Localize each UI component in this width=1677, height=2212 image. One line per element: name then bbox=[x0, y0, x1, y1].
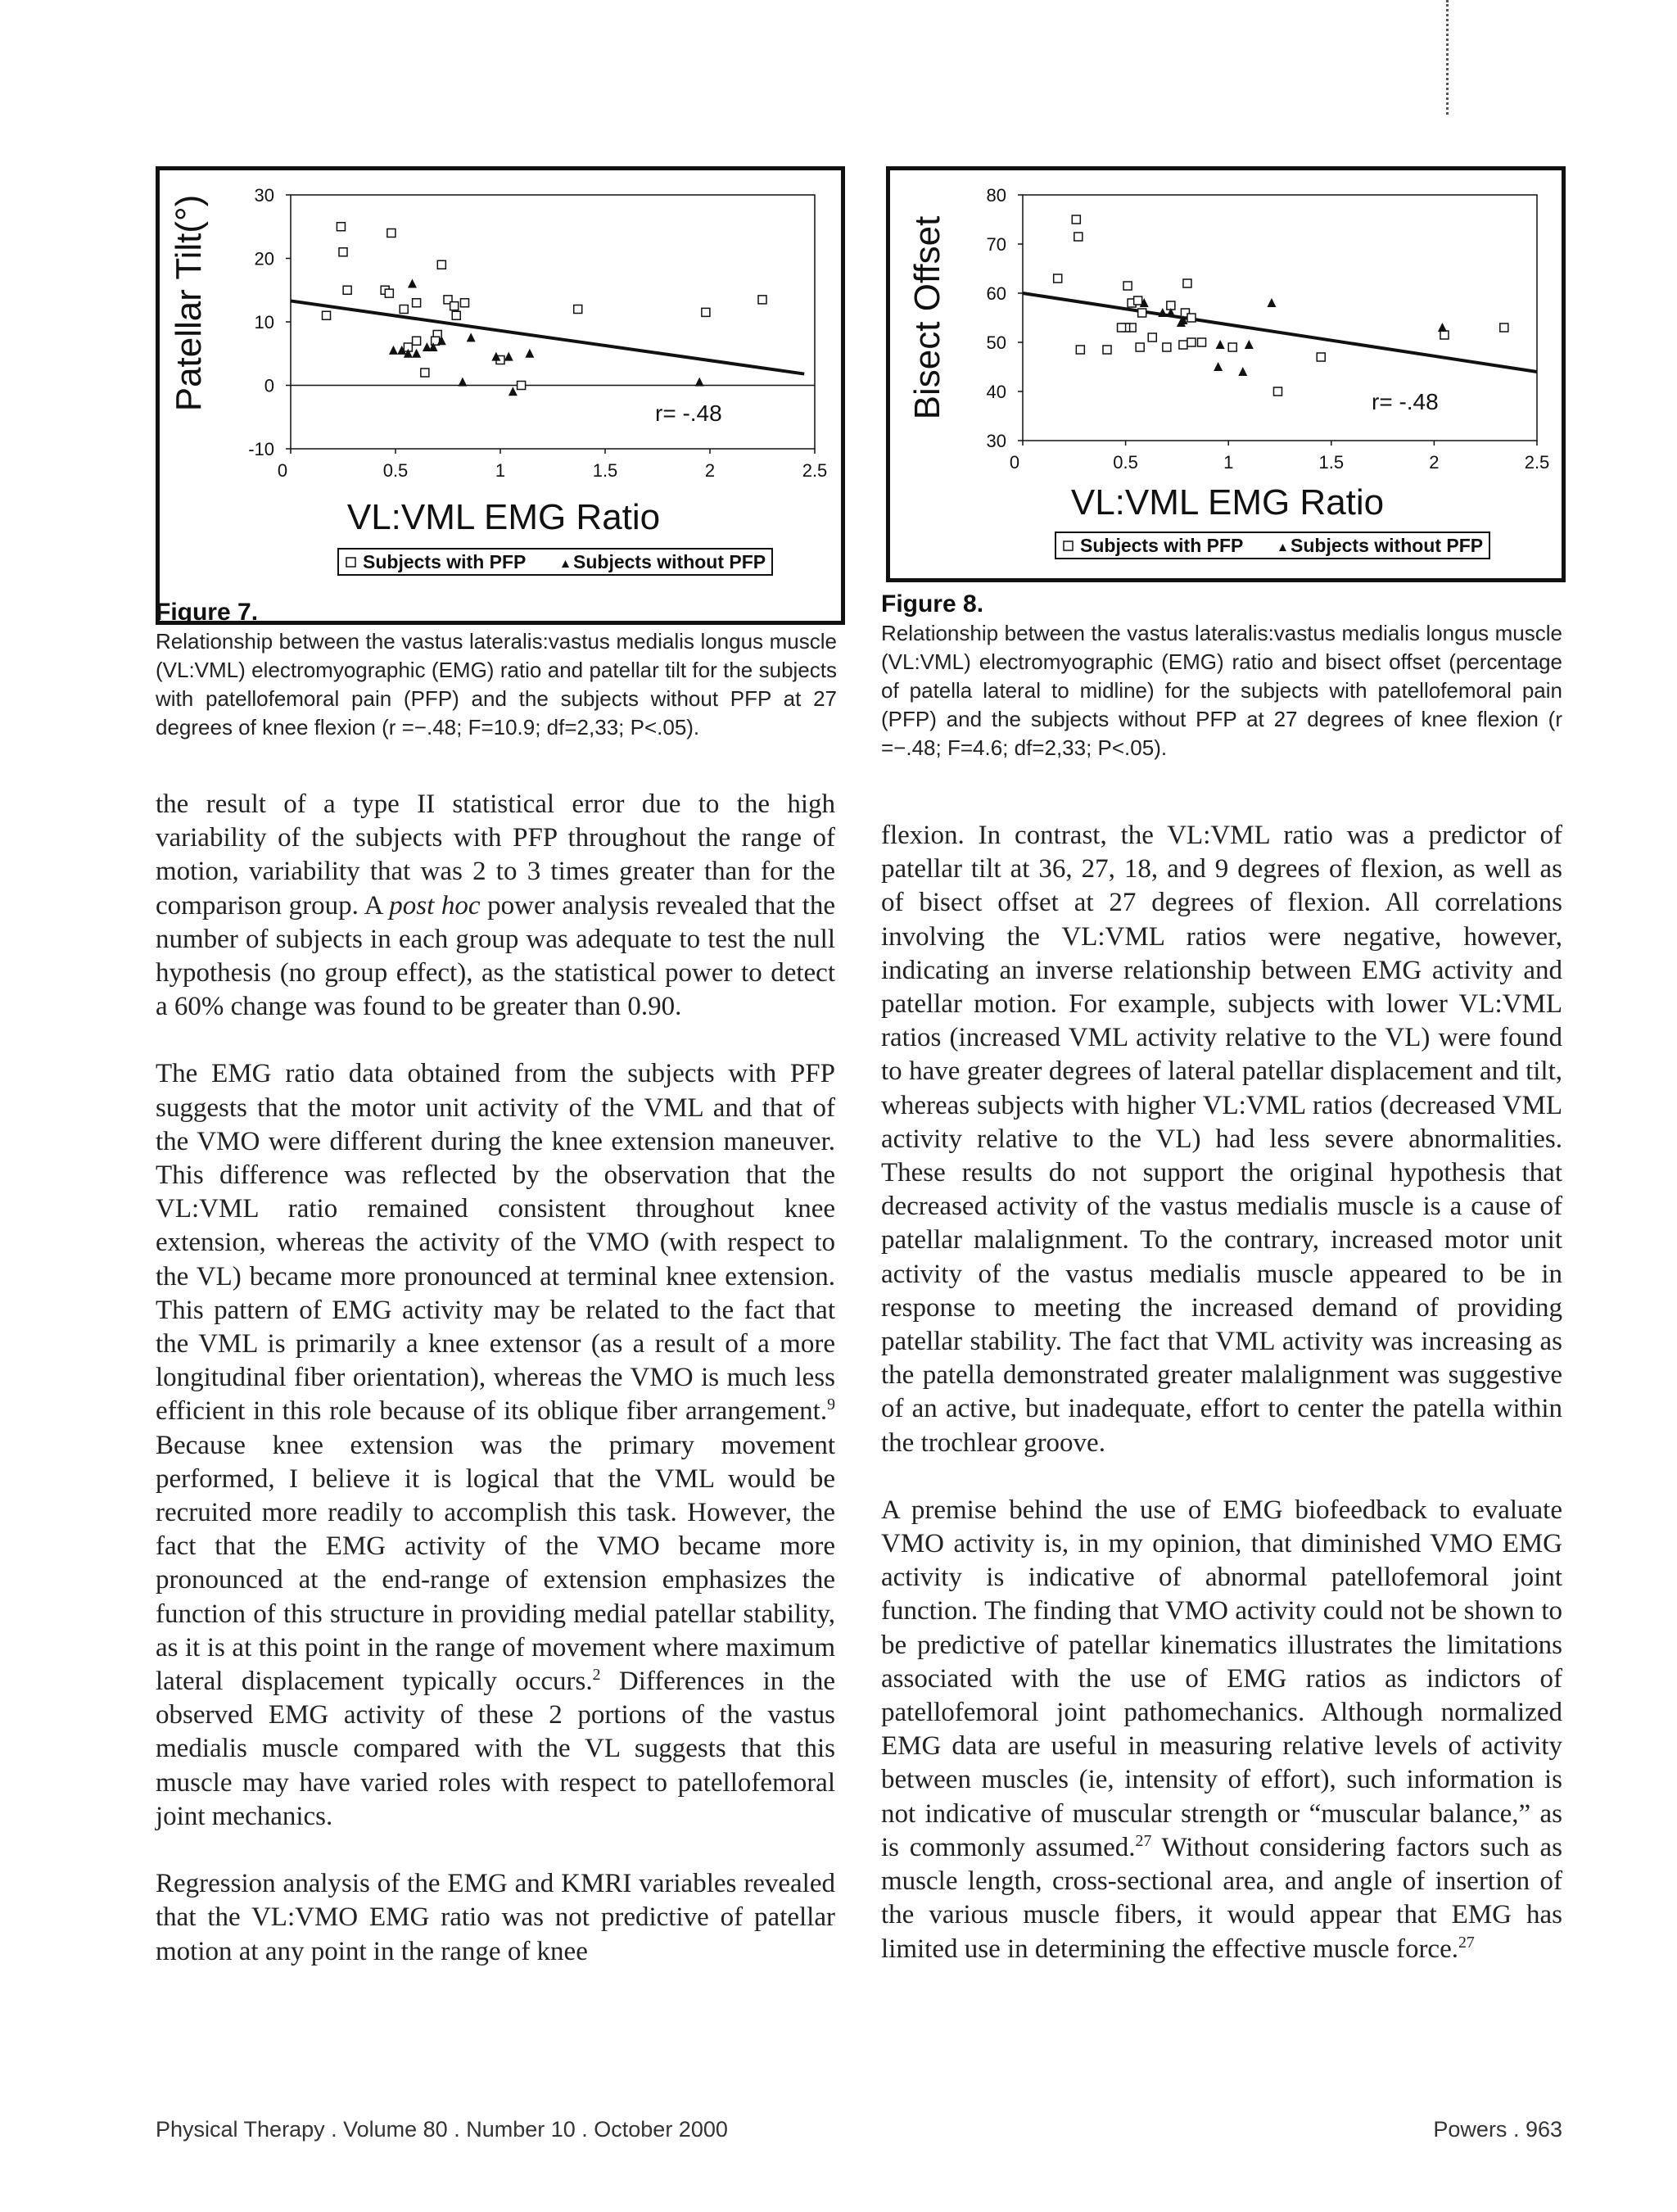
fig7-pfp-point bbox=[339, 248, 347, 256]
fig8-nopfp-point bbox=[1438, 323, 1447, 332]
right-p2-text-b: Without considering factors such as muscle length, cross-sectional area, and angle of insertion of the various muscle fibers, it would appear that EMG has limited use in determining the effective muscle force. bbox=[881, 1832, 1562, 1964]
fig8-pfp-point bbox=[1187, 314, 1196, 322]
reference-superscript: 9 bbox=[827, 1396, 835, 1414]
fig7-nopfp-point bbox=[504, 352, 513, 361]
left-p2-text-b: Because knee extension was the primary movement performed, I believe it is logical that the VML would be recruited more readily to accomplish this task. However, the fact that the EMG activity of the VMO became more pronounced at the end-range of extension emphasizes the function of this structure in providing medial patellar stability, as it is at this point in the range of movement where maximum lateral displacement typically occurs. bbox=[156, 1430, 835, 1697]
fig7-pfp-point bbox=[574, 305, 582, 314]
fig8-pfp-point bbox=[1076, 346, 1084, 354]
footer-journal-info: Physical Therapy . Volume 80 . Number 10 . October 2000 bbox=[156, 2117, 728, 2142]
fig7-legend-nopfp: Subjects without PFP bbox=[573, 551, 766, 572]
fig7-x-tick-label: 1 bbox=[495, 460, 506, 481]
fig7-pfp-point bbox=[421, 369, 429, 377]
fig8-pfp-point bbox=[1118, 323, 1126, 332]
figure-7-label: Figure 7. bbox=[156, 599, 259, 626]
fig7-r-annotation: r= -.48 bbox=[655, 400, 722, 426]
fig8-x-tick-label: 2.5 bbox=[1524, 452, 1550, 473]
fig8-x-tick-label: 2 bbox=[1429, 452, 1440, 473]
fig8-y-tick-label: 50 bbox=[986, 332, 1006, 353]
fig7-pfp-point bbox=[400, 305, 408, 314]
right-paragraph-2 bbox=[881, 1494, 1562, 1966]
fig7-pfp-point bbox=[460, 299, 468, 307]
fig8-pfp-point bbox=[1074, 233, 1083, 241]
fig8-pfp-point bbox=[1198, 338, 1206, 346]
fig7-pfp-point bbox=[323, 311, 331, 319]
fig8-pfp-point bbox=[1273, 387, 1281, 396]
fig8-x-tick-label: 1.5 bbox=[1318, 452, 1345, 473]
fig8-y-tick-label: 70 bbox=[986, 234, 1006, 255]
fig8-trendline bbox=[1023, 293, 1537, 372]
fig8-y-axis-label: Bisect Offset bbox=[907, 215, 947, 420]
fig8-r-annotation: r= -.48 bbox=[1372, 389, 1439, 414]
fig8-pfp-point bbox=[1103, 346, 1111, 354]
left-p2-text-a: The EMG ratio data obtained from the subjects with PFP suggests that the motor unit activity of the VML and that of the VMO were different during the knee extension maneuver. This difference was reflected by the observation that the VL:VML ratio remained consistent throughout knee extension, whereas the activity of the VMO (with respect to the VL) became more pronounced at terminal knee extension. This pattern of EMG activity may be related to the fact that the VML is primarily a knee extensor (as a result of a more longitudinal fiber orientation), whereas the VMO is much less efficient in this role because of its oblique fiber arrangement. bbox=[156, 1059, 835, 1427]
fig8-pfp-point bbox=[1440, 331, 1449, 339]
fig8-pfp-point bbox=[1500, 323, 1508, 332]
fig7-x-tick-label: 2 bbox=[704, 460, 716, 481]
fig7-nopfp-point bbox=[389, 346, 398, 355]
fig7-pfp-point bbox=[413, 299, 421, 307]
fig8-pfp-point bbox=[1179, 341, 1187, 349]
fig7-x-tick-label: 0.5 bbox=[382, 460, 409, 481]
fig7-nopfp-point bbox=[412, 349, 421, 358]
fig8-pfp-point bbox=[1054, 274, 1062, 283]
fig8-legend-pfp: Subjects with PFP bbox=[1080, 535, 1244, 556]
fig8-y-tick-label: 30 bbox=[986, 431, 1006, 451]
fig8-pfp-point bbox=[1136, 343, 1144, 351]
fig8-nopfp-point bbox=[1267, 298, 1276, 307]
fig7-pfp-point bbox=[450, 302, 459, 310]
fig7-legend-square-marker bbox=[346, 558, 355, 567]
fig7-legend-pfp: Subjects with PFP bbox=[363, 551, 527, 572]
fig7-nopfp-point bbox=[467, 332, 476, 342]
fig8-nopfp-point bbox=[1214, 362, 1223, 371]
fig7-pfp-point bbox=[385, 289, 393, 297]
fig7-y-tick-label: 10 bbox=[254, 312, 274, 332]
fig7-pfp-point bbox=[758, 296, 766, 304]
fig8-nopfp-point bbox=[1245, 340, 1254, 349]
fig7-x-tick-label: 2.5 bbox=[802, 460, 828, 481]
right-paragraph-1: flexion. In contrast, the VL:VML ratio was a predictor of patellar tilt at 36, 27, 18, and 9 degrees of flexion, as well as of bisect offset at 27 degrees of flexion. All correlations involving the VL:VML ratios were negative, however, indicating an inverse relationship between EMG activity and patellar motion. For example, subjects with lower VL:VML ratios (increased VML activity relative to the VL) were found to have greater degrees of lateral patellar displacement and tilt, whereas subjects with higher VL:VML ratios (decreased VML activity relative to the VL) had less severe abnormalities. These results do not support the original hypothesis that decreased activity of the vastus medialis muscle is a cause of patellar malalignment. To the contrary, increased motor unit activity of the vastus medialis muscle appeared to be in response to meeting the increased demand of providing patellar stability. The fact that VML activity was increasing as the patella demonstrated greater malalignment was suggestive of an active, but inadequate, effort to center the patella within the trochlear groove. bbox=[881, 821, 1562, 1458]
right-text-column bbox=[881, 819, 1562, 2000]
reference-superscript: 27 bbox=[1135, 1831, 1152, 1850]
fig7-nopfp-point bbox=[509, 387, 518, 396]
fig8-y-tick-label: 80 bbox=[986, 185, 1006, 206]
fig8-pfp-point bbox=[1183, 279, 1191, 287]
figure-8-caption-text: Relationship between the vastus lateralis:vastus medialis longus muscle (VL:VML) electromyographic (EMG) ratio and bisect offset (percentage of patella lateral to midline) for the subjects with patellofemoral pain (PFP) and the subjects without PFP at 27 degrees of knee flexion (r =−.48; F=4.6; df=2,33; P<.05). bbox=[881, 621, 1562, 760]
fig7-pfp-point bbox=[413, 337, 421, 345]
fig7-y-tick-label: -10 bbox=[248, 439, 274, 459]
fig7-pfp-point bbox=[437, 260, 445, 269]
fig8-legend-square-marker bbox=[1064, 541, 1073, 550]
fig8-nopfp-point bbox=[1158, 308, 1167, 317]
fig7-y-tick-label: 20 bbox=[254, 248, 274, 269]
fig8-legend-nopfp: Subjects without PFP bbox=[1291, 535, 1484, 556]
fig7-x-axis-label: VL:VML EMG Ratio bbox=[346, 497, 661, 537]
left-text-column bbox=[156, 788, 835, 2002]
figure-8-svg bbox=[890, 170, 1570, 586]
fig8-plot-frame bbox=[1023, 195, 1537, 441]
right-p2-text-a: A premise behind the use of EMG biofeedback to evaluate VMO activity is, in my opinion, that diminished VMO EMG activity is indicative of abnormal patellofemoral joint function. The finding that VMO activity could not be shown to be predictive of patellar kinematics illustrates the limitations associated with the use of EMG ratios as indictors of patellofemoral joint pathomechanics. Although normalized EMG data are useful in measuring relative levels of activity between muscles (ie, intensity of effort), such information is not indicative of muscular strength or “muscular balance,” as is commonly assumed. bbox=[881, 1495, 1562, 1862]
figure-8-label: Figure 8. bbox=[881, 590, 984, 617]
fig8-x-tick-label: 0.5 bbox=[1113, 452, 1138, 473]
figure-7-svg bbox=[160, 170, 849, 629]
reference-superscript: 27 bbox=[1458, 1933, 1475, 1952]
fig7-pfp-point bbox=[387, 229, 396, 237]
footer-page-number: Powers . 963 bbox=[1433, 2117, 1562, 2142]
fig8-y-tick-label: 60 bbox=[986, 283, 1006, 304]
fig8-pfp-point bbox=[1123, 282, 1132, 290]
fig8-pfp-point bbox=[1134, 296, 1142, 305]
fig7-pfp-point bbox=[518, 382, 526, 390]
fig8-y-tick-label: 40 bbox=[986, 382, 1006, 402]
fig7-x-tick-label: 1.5 bbox=[592, 460, 618, 481]
left-p1-italic: post hoc bbox=[389, 890, 481, 921]
fig8-pfp-point bbox=[1187, 338, 1196, 346]
fig8-pfp-point bbox=[1317, 353, 1325, 361]
left-p1-text-b: power analysis revealed that the number of subjects in each group was adequate to test the null hypothesis (no group effect), as the statistical power to detect a 60% change was found to be greater than 0.90. bbox=[156, 890, 835, 1022]
left-p2-text-c: Differences in the observed EMG activity of these 2 portions of the vastus medialis muscle compared with the VL suggests that this muscle may have varied roles with respect to patellofemoral joint mechanics. bbox=[156, 1667, 835, 1831]
fig7-nopfp-point bbox=[408, 279, 417, 288]
fig7-x-tick-label: 0 bbox=[277, 460, 288, 481]
fig8-pfp-point bbox=[1148, 333, 1156, 342]
left-p1-text-a: the result of a type II statistical error due to the high variability of the subjects with PFP throughout the range of motion, variability that was 2 to 3 times greater than for the comparison group. A bbox=[156, 789, 835, 921]
fig8-pfp-point bbox=[1072, 215, 1080, 224]
fig7-nopfp-point bbox=[458, 378, 467, 387]
figure-8-caption bbox=[881, 590, 1562, 762]
margin-dotted-rule bbox=[1446, 0, 1449, 115]
fig7-y-tick-label: 0 bbox=[264, 375, 274, 396]
figure-7-caption bbox=[156, 598, 837, 742]
fig7-plot-frame bbox=[291, 195, 815, 449]
fig7-nopfp-point bbox=[695, 378, 704, 387]
fig7-y-tick-label: 30 bbox=[254, 185, 274, 206]
fig8-nopfp-point bbox=[1216, 340, 1225, 349]
fig7-pfp-point bbox=[702, 308, 710, 316]
left-paragraph-1 bbox=[156, 788, 835, 1024]
fig7-pfp-point bbox=[343, 286, 351, 294]
reference-superscript: 2 bbox=[592, 1666, 601, 1685]
fig7-trendline bbox=[291, 301, 804, 373]
figure-8-chart bbox=[886, 166, 1566, 582]
fig7-nopfp-point bbox=[525, 349, 534, 358]
fig8-x-tick-label: 1 bbox=[1223, 452, 1234, 473]
left-paragraph-2 bbox=[156, 1057, 835, 1834]
left-paragraph-3: Regression analysis of the EMG and KMRI variables revealed that the VL:VMO EMG ratio was not predictive of patellar motion at any point in the range of knee bbox=[156, 1869, 835, 1966]
fig8-pfp-point bbox=[1228, 343, 1236, 351]
fig7-pfp-point bbox=[452, 311, 460, 319]
fig7-pfp-point bbox=[337, 223, 345, 231]
fig8-pfp-point bbox=[1163, 343, 1171, 351]
fig8-pfp-point bbox=[1138, 309, 1146, 317]
figure-7-chart bbox=[156, 166, 845, 625]
fig8-x-tick-label: 0 bbox=[1009, 452, 1020, 473]
fig8-nopfp-point bbox=[1238, 367, 1247, 376]
fig7-y-axis-label: Patellar Tilt(°) bbox=[169, 194, 209, 412]
fig8-x-axis-label: VL:VML EMG Ratio bbox=[1070, 482, 1385, 522]
figure-7-caption-text: Relationship between the vastus lateralis:vastus medialis longus muscle (VL:VML) electromyographic (EMG) ratio and patellar tilt for the subjects with patellofemoral pain (PFP) and the subjects without PFP at 27 degrees of knee flexion (r =−.48; F=10.9; df=2,33; P<.05). bbox=[156, 629, 837, 740]
